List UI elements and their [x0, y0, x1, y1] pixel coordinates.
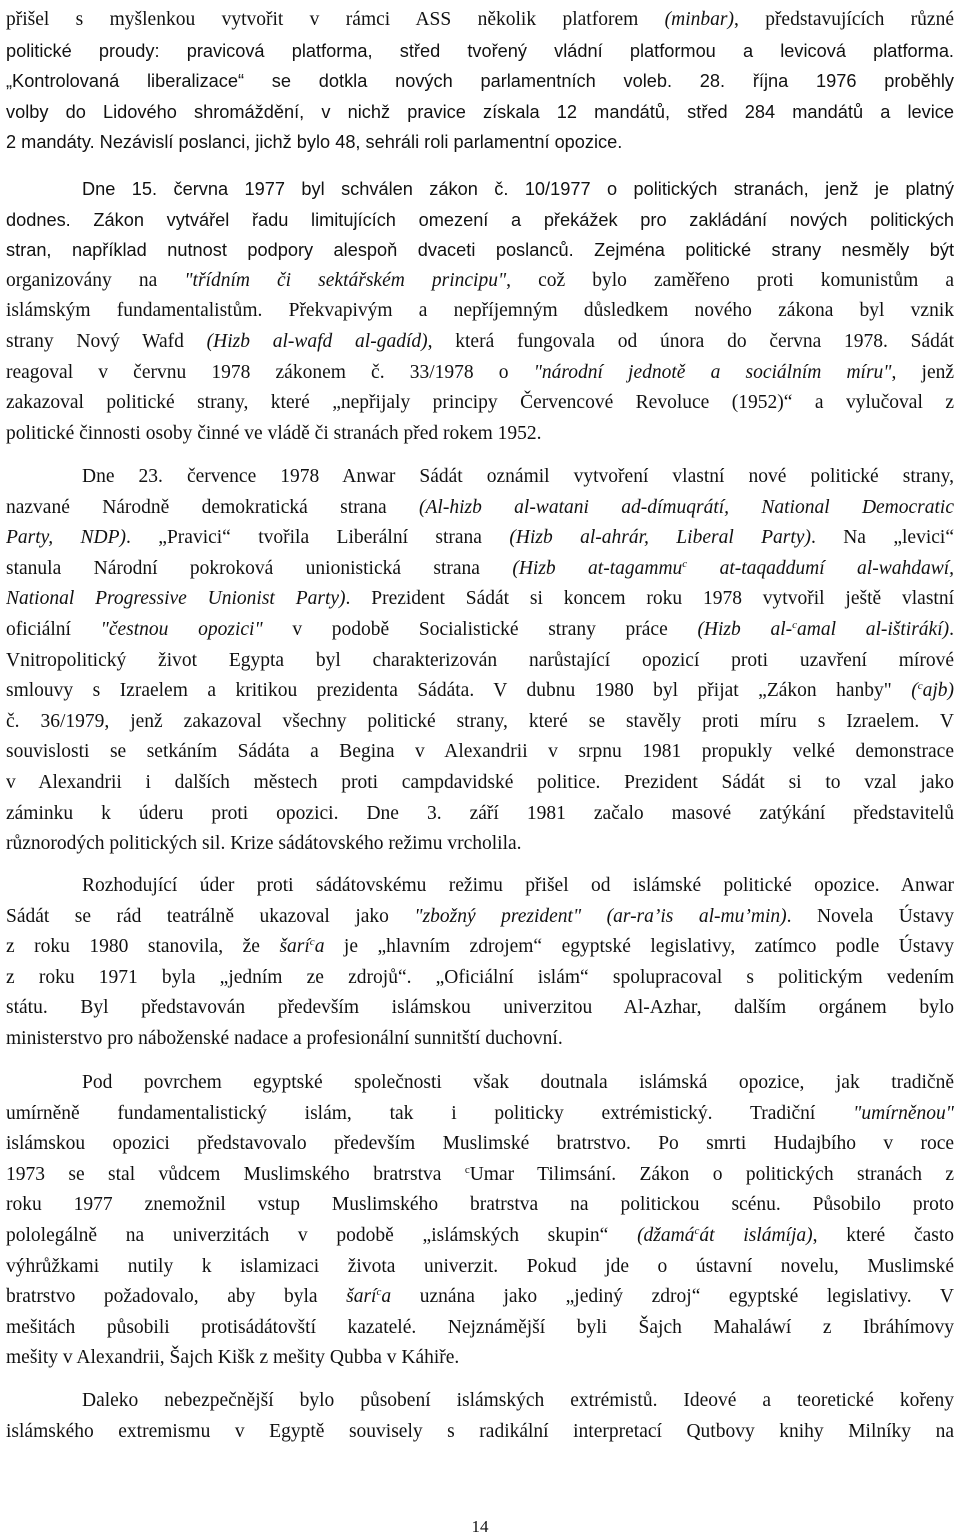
text-line — [6, 799, 954, 830]
text-line — [6, 768, 954, 799]
text-run: Sádát se rád teatrálně ukazoval jako — [6, 905, 415, 927]
text-run: různorodých politických sil. Krize sádátovského režimu vrcholila. — [6, 833, 522, 855]
text-run: Daleko nebezpečnější bylo působení islámských extrémistů. Ideové a teoretické kořeny — [82, 1390, 954, 1411]
text-run: přišel s myšlenkou vytvořit v rámci ASS několik platforem — [6, 9, 665, 30]
text-line — [6, 1160, 954, 1191]
text-run: , která fungovala od února do června 1978. Sádát — [427, 330, 954, 352]
text-run: reagoval v červnu 1978 zákonem č. 33/1978 o — [6, 361, 534, 383]
text-run: pololegálně na univerzitách v podobě „islámských skupin“ — [6, 1224, 638, 1246]
italic-text: ( — [911, 680, 918, 702]
text-run: . Prezident Sádát si koncem roku 1978 vytvořil ještě vlastní — [345, 588, 954, 610]
text-line — [6, 646, 954, 677]
text-line — [6, 493, 954, 524]
italic-text: át islámíja) — [699, 1224, 813, 1246]
text-line — [6, 1343, 954, 1374]
paragraph-muslim-brotherhood — [6, 1068, 954, 1374]
paragraph-party-law-1977 — [6, 174, 954, 449]
text-line — [6, 358, 954, 389]
text-line — [6, 419, 954, 450]
italic-text: "čestnou opozici" — [100, 618, 263, 640]
superscript-ayn: c — [917, 680, 923, 693]
text-run: . „Pravici“ tvořila Liberální strana — [126, 527, 510, 549]
italic-text: šarí — [346, 1286, 377, 1308]
italic-text: šarí — [279, 936, 310, 958]
text-run: stanula Národní pokroková unionistická strana — [6, 557, 513, 579]
text-line — [6, 97, 954, 128]
paragraph-platforms-elections — [6, 5, 954, 158]
text-run: strany Nový Wafd — [6, 330, 207, 352]
text-run: , což bylo zaměřeno proti komunistům a — [506, 269, 954, 291]
text-run: z roku 1971 byla „jedním ze zdrojů“. „Oficiální islám“ spolupracoval s politickým vedením — [6, 966, 954, 988]
text-run: . — [949, 618, 954, 640]
italic-text: (Hizb al-ahrár, Liberal Party) — [509, 527, 811, 549]
text-run: č. 36/1979, jenž zakazoval všechny politické strany, které se stavěly proti míru s Izraelem. V — [6, 710, 954, 732]
text-line — [6, 554, 954, 585]
text-line — [6, 829, 954, 860]
text-run: 2 mandáty. Nezávislí poslanci, jichž bylo 48, sehráli roli parlamentní opozice. — [6, 132, 623, 153]
superscript-ayn: c — [694, 1224, 700, 1237]
italic-text: a — [314, 936, 325, 958]
text-run: Vnitropolitický život Egypta byl charakterizován narůstající opozicí proti uzavření mírové — [6, 649, 954, 671]
paragraph-islamic-opposition-blow — [6, 871, 954, 1055]
text-run: Rozhodující úder proti sádátovskému režimu přišel od islámské politické opozice. Anwar — [82, 875, 954, 896]
italic-text: National Progressive Unionist Party) — [6, 588, 346, 610]
text-line — [6, 1129, 954, 1160]
italic-text: "zbožný prezident" (ar-ra’is al-mu’min) — [414, 905, 787, 927]
text-line — [6, 932, 954, 963]
text-line — [6, 462, 954, 493]
text-run: 1973 se stal vůdcem Muslimského bratrstva — [6, 1163, 465, 1185]
superscript-ayn: c — [792, 618, 798, 631]
text-run: je „hlavním zdrojem“ egyptské legislativy, zatímco podle Ústavy — [324, 936, 954, 958]
text-run: v Alexandrii i dalších městech proti campdavidské politice. Prezident Sádát si to vzal jako — [6, 771, 954, 793]
text-run: politické činnosti osoby činné ve vládě či stranách před rokem 1952. — [6, 422, 542, 444]
text-run: Dne 15. června 1977 byl schválen zákon č. 10/1977 o politických stranách, jenž je platný — [82, 179, 954, 199]
text-run: smlouvy s Izraelem a kritikou prezidenta Sádáta. V dubnu 1980 byl přijat „Zákon hanby" — [6, 680, 912, 702]
text-line — [6, 5, 954, 36]
text-line — [6, 327, 954, 358]
text-line — [6, 523, 954, 554]
text-line — [6, 615, 954, 646]
text-run: Umar Tilimsání. Zákon o politických stranách z — [469, 1163, 954, 1185]
text-line — [6, 1024, 954, 1055]
text-run: oficiální — [6, 618, 101, 640]
text-run: islámským fundamentalistům. Překvapivým a nepříjemným důsledkem nového zákona byl vznik — [6, 300, 954, 322]
italic-text: Party, NDP) — [6, 527, 127, 549]
text-line — [6, 174, 954, 205]
text-run: výhrůžkami nutily k islamizaci života univerzit. Pokud jde o ústavní novelu, Muslimské — [6, 1255, 954, 1277]
italic-text: "národní jednotě a sociálním míru" — [533, 361, 892, 383]
text-line — [6, 1221, 954, 1252]
text-line — [6, 902, 954, 933]
text-run: . Novela Ústavy — [786, 905, 954, 927]
text-line — [6, 205, 954, 236]
paragraph-islamic-extremism — [6, 1386, 954, 1447]
text-run: Dne 23. července 1978 Anwar Sádát oznámil vytvoření vlastní nové politické strany, — [82, 466, 954, 487]
superscript-ayn: c — [464, 1163, 470, 1176]
superscript-ayn: c — [682, 557, 688, 570]
italic-text: ajb) — [922, 680, 954, 702]
text-run: mešity v Alexandrii, Šajch Kišk z mešity Qubba v Káhiře. — [6, 1347, 460, 1369]
text-run: mešitách působili protisádátovští kazatelé. Nejznámější byli Šajch Mahaláwí z Ibráhímovy — [6, 1316, 954, 1338]
text-line — [6, 584, 954, 615]
text-line — [6, 1386, 954, 1417]
text-run: organizovány na — [6, 269, 185, 291]
text-run: , které často — [812, 1224, 954, 1246]
text-line — [6, 1099, 954, 1130]
italic-text: "třídním či sektářském principu" — [184, 269, 507, 291]
text-run: islámskou opozici představovalo především Muslimské bratrstvo. Po smrti Hudajbího v roce — [6, 1133, 954, 1155]
text-run: souvislosti se setkáním Sádáta a Begina v Alexandrii v srpnu 1981 propukly velké demonstrace — [6, 741, 954, 763]
text-run: politické proudy: pravicová platforma, střed tvořený vládní platformou a levicová platforma. — [6, 40, 954, 61]
text-line — [6, 235, 954, 266]
text-run: Pod povrchem egyptské společnosti však doutnala islámská opozice, jak tradičně — [82, 1072, 954, 1093]
text-run: , jenž — [891, 361, 954, 383]
paragraph-national-democratic-party — [6, 462, 954, 860]
text-run: dodnes. Zákon vytvářel řadu limitujících omezení a překážek pro zakládání nových politických — [6, 209, 954, 230]
text-line — [6, 1417, 954, 1448]
italic-text: (Al-hizb al-watani ad-dímuqrátí, National Democratic — [419, 496, 954, 518]
text-run: zakazoval politické strany, které „nepřijaly principy Červencové Revoluce (1952)“ a vylučoval z — [6, 392, 954, 414]
italic-text: amal al-ištirákí) — [797, 618, 950, 640]
text-line — [6, 66, 954, 97]
text-line — [6, 266, 954, 297]
text-line — [6, 1252, 954, 1283]
text-run: v podobě Socialistické strany práce — [262, 618, 698, 640]
text-run: . Na „levici“ — [810, 527, 954, 549]
text-run: záminku k úderu proti opozici. Dne 3. září 1981 začalo masové zatýkání představitelů — [6, 802, 954, 824]
text-run: volby do Lidového shromáždění, v nichž pravice získala 12 mandátů, střed 284 mandátů a levice — [6, 101, 954, 122]
text-line — [6, 296, 954, 327]
text-line — [6, 1068, 954, 1099]
superscript-ayn: c — [376, 1286, 382, 1299]
text-line — [6, 1190, 954, 1221]
text-line — [6, 676, 954, 707]
text-line — [6, 36, 954, 67]
italic-text: (Hizb al- — [697, 618, 793, 640]
text-run: z roku 1980 stanovila, že — [6, 936, 280, 958]
text-run: nazvané Národně demokratická strana — [6, 496, 419, 518]
text-run: ministerstvo pro náboženské nadace a profesionální sunnitští duchovní. — [6, 1027, 563, 1049]
italic-text: (džamá — [637, 1224, 695, 1246]
italic-text: a — [381, 1286, 392, 1308]
text-run: „Kontrolovaná liberalizace“ se dotkla nových parlamentních voleb. 28. října 1976 proběhly — [6, 71, 954, 92]
text-run: islámského extremismu v Egyptě souvisely s radikální interpretací Qutbovy knihy Milníky na — [6, 1420, 954, 1442]
text-line — [6, 871, 954, 902]
text-line — [6, 963, 954, 994]
page-number: 14 — [471, 1517, 489, 1536]
text-line — [6, 993, 954, 1024]
text-run: , představujících různé — [733, 9, 954, 30]
italic-text: (Hizb al-wafd al-gadíd) — [206, 330, 428, 352]
text-line — [6, 707, 954, 738]
italic-text: "umírněnou" — [853, 1102, 954, 1124]
text-line — [6, 1282, 954, 1313]
text-run: umírněně fundamentalistický islám, tak i politicky extrémistický. Tradiční — [6, 1102, 854, 1124]
italic-text: (Hizb at-tagammu — [512, 557, 683, 579]
italic-text: at-taqaddumí al-wahdawí, — [687, 557, 954, 579]
text-line — [6, 388, 954, 419]
text-run: bratrstvo požadovalo, aby byla — [6, 1286, 347, 1308]
text-line — [6, 737, 954, 768]
text-run: státu. Byl představován především islámskou univerzitou Al-Azhar, dalším orgánem bylo — [6, 997, 954, 1019]
text-line — [6, 1313, 954, 1344]
superscript-ayn: c — [309, 936, 315, 949]
text-run: stran, například nutnost podpory alespoň dvaceti poslanců. Zejména politické strany nesměly být — [6, 240, 954, 261]
italic-text: (minbar) — [664, 9, 734, 30]
text-run: roku 1977 znemožnil vstup Muslimského bratrstva na politickou scénu. Působilo proto — [6, 1194, 954, 1216]
text-line — [6, 127, 954, 158]
text-run: uznána jako „jediný zdroj“ egyptské legislativy. V — [391, 1286, 954, 1308]
